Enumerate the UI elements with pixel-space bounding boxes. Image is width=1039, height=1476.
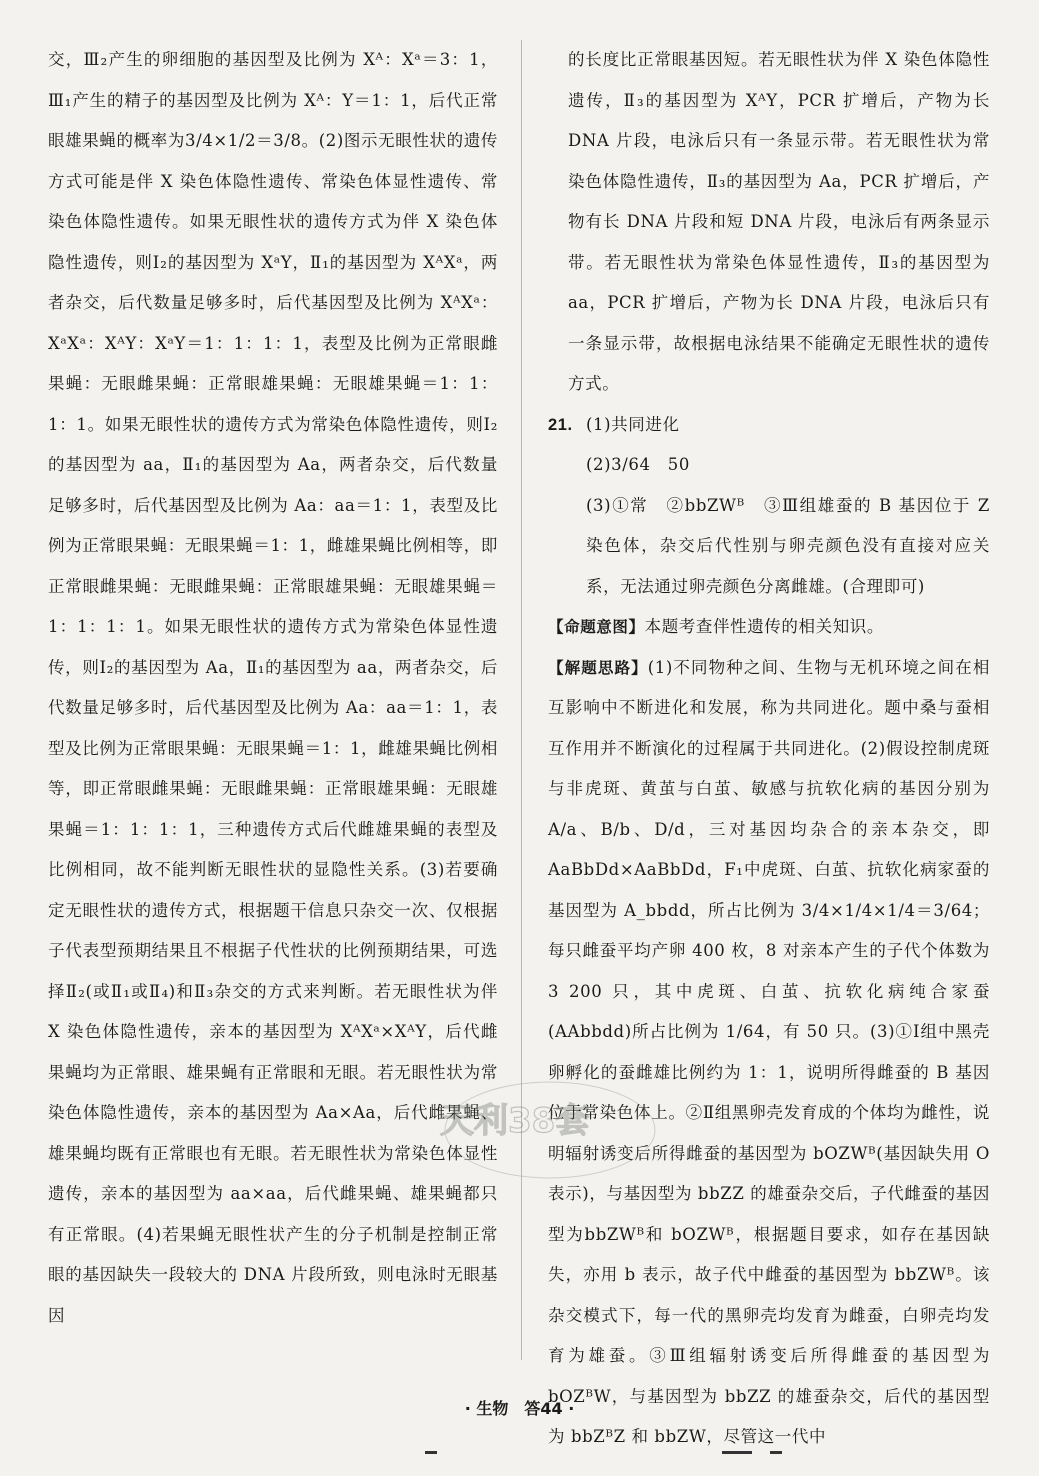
bottom-edge-marks <box>0 1448 1039 1458</box>
answer-part-1: (1)共同进化 <box>586 414 680 434</box>
answer-part-3: (3)①常 ②bbZWᴮ ③Ⅲ组雄蚕的 B 基因位于 Z 染色体，杂交后代性别与卵壳颜色没有直接对应关系，无法通过卵壳颜色分离雌雄。(合理即可) <box>586 495 990 596</box>
analysis-paragraph <box>548 648 990 1458</box>
column-divider <box>521 40 522 1360</box>
intent-text: 本题考查伴性遗传的相关知识。 <box>644 617 885 636</box>
analysis-label: 【解题思路】 <box>548 658 648 677</box>
page-footer: · 生物 答44 · <box>464 1399 575 1418</box>
analysis-text: (1)不同物种之间、生物与无机环境之间在相互影响中不断进化和发展，称为共同进化。题中桑与蚕相互作用并不断演化的过程属于共同进化。(2)假设控制虎斑与非虎斑、黄茧与白茧、敏感与抗软化病的基因分别为 A/a、B/b、D/d，三对基因均杂合的亲本杂交，即AaBbDd×AaBbDd，F₁中虎斑、白茧、抗软化病家蚕的基因型为 A_bbdd，所占比例为 3/4×1/4×1/4＝3/64；每只雌蚕平均产卵 400 枚，8 对亲本产生的子代个体数为 3 200 只，其中虎斑、白茧、抗软化病纯合家蚕(AAbbdd)所占比例为 1/64，有 50 只。(3)①Ⅰ组中黑壳卵孵化的蚕雌雄比例约为 1：1，说明所得雌蚕的 B 基因位于常染色体上。②Ⅱ组黑卵壳发育成的个体均为雌性，说明辐射诱变后所得雌蚕的基因型为 bOZWᴮ(基因缺失用 O 表示)，与基因型为 bbZZ 的雄蚕杂交后，子代雌蚕的基因型为bbZWᴮ和 bOZWᴮ，根据题目要求，如存在基因缺失，亦用 b 表示，故子代中雌蚕的基因型为 bbZWᴮ。该杂交模式下，每一代的黑卵壳均发育为雌蚕，白卵壳均发育为雄蚕。③Ⅲ组辐射诱变后所得雌蚕的基因型为 bOZᴮW，与基因型为 bbZZ 的雄蚕杂交，后代的基因型为 bbZᴮZ 和 bbZW，尽管这一代中 <box>548 657 990 1446</box>
watermark-text: 天利38套 <box>440 1101 590 1141</box>
intent-paragraph <box>548 607 990 648</box>
right-column <box>548 40 990 1458</box>
answer-text-continuation: 的长度比正常眼基因短。若无眼性状为伴 X 染色体隐性遗传，Ⅱ₃的基因型为 XᴬY，PCR 扩增后，产物为长 DNA 片段，电泳后只有一条显示带。若无眼性状为常染色体隐性遗传，Ⅱ₃的基因型为 Aa，PCR 扩增后，产物有长 DNA 片段和短 DNA 片段，电泳后有两条显示带。若无眼性状为常染色体显性遗传，Ⅱ₃的基因型为 aa，PCR 扩增后，产物为长 DNA 片段，电泳后只有一条显示带，故根据电泳结果不能确定无眼性状的遗传方式。 <box>568 50 990 393</box>
answer-part-2: (2)3/64 50 <box>586 455 690 474</box>
intent-label: 【命题意图】 <box>548 618 645 636</box>
left-column <box>48 40 498 1336</box>
question-number: 21. <box>548 415 573 434</box>
answer-text-left: 交，Ⅲ₂产生的卵细胞的基因型及比例为 Xᴬ：Xᵃ＝3：1，Ⅲ₁产生的精子的基因型及比例为 Xᴬ：Y＝1：1，后代正常眼雄果蝇的概率为3/4×1/2＝3/8。(2)图示无眼性状的遗传方式可能是伴 X 染色体隐性遗传、常染色体显性遗传、常染色体隐性遗传。如果无眼性状的遗传方式为伴 X 染色体隐性遗传，则Ⅰ₂的基因型为 XᵃY，Ⅱ₁的基因型为 XᴬXᵃ，两者杂交，后代数量足够多时，后代基因型及比例为 XᴬXᵃ：XᵃXᵃ：XᴬY：XᵃY＝1：1：1：1，表型及比例为正常眼雌果蝇：无眼雌果蝇：正常眼雄果蝇：无眼雄果蝇＝1：1：1：1。如果无眼性状的遗传方式为常染色体隐性遗传，则Ⅰ₂的基因型为 aa，Ⅱ₁的基因型为 Aa，两者杂交，后代数量足够多时，后代基因型及比例为 Aa：aa＝1：1，表型及比例为正常眼果蝇：无眼果蝇＝1：1，雌雄果蝇比例相等，即正常眼雌果蝇：无眼雌果蝇：正常眼雄果蝇：无眼雄果蝇＝1：1：1：1。如果无眼性状的遗传方式为常染色体显性遗传，则Ⅰ₂的基因型为 Aa，Ⅱ₁的基因型为 aa，两者杂交，后代数量足够多时，后代基因型及比例为 Aa：aa＝1：1，表型及比例为正常眼果蝇：无眼果蝇＝1：1，雌雄果蝇比例相等，即正常眼雌果蝇：无眼雌果蝇：正常眼雄果蝇：无眼雄果蝇＝1：1：1：1，三种遗传方式后代雌雄果蝇的表型及比例相同，故不能判断无眼性状的显隐性关系。(3)若要确定无眼性状的遗传方式，根据题干信息只杂交一次、仅根据子代表型预期结果且不根据子代性状的比例预期结果，可选择Ⅱ₂(或Ⅱ₁或Ⅱ₄)和Ⅱ₃杂交的方式来判断。若无眼性状为伴 X 染色体隐性遗传，亲本的基因型为 XᴬXᵃ×XᴬY，后代雌果蝇均为正常眼、雄果蝇有正常眼和无眼。若无眼性状为常染色体隐性遗传，亲本的基因型为 Aa×Aa，后代雌果蝇、雄果蝇均既有正常眼也有无眼。若无眼性状为常染色体显性遗传，亲本的基因型为 aa×aa，后代雌果蝇、雄果蝇都只有正常眼。(4)若果蝇无眼性状产生的分子机制是控制正常眼的基因缺失一段较大的 DNA 片段所致，则电泳时无眼基因 <box>48 50 498 1325</box>
question-21 <box>548 405 990 446</box>
